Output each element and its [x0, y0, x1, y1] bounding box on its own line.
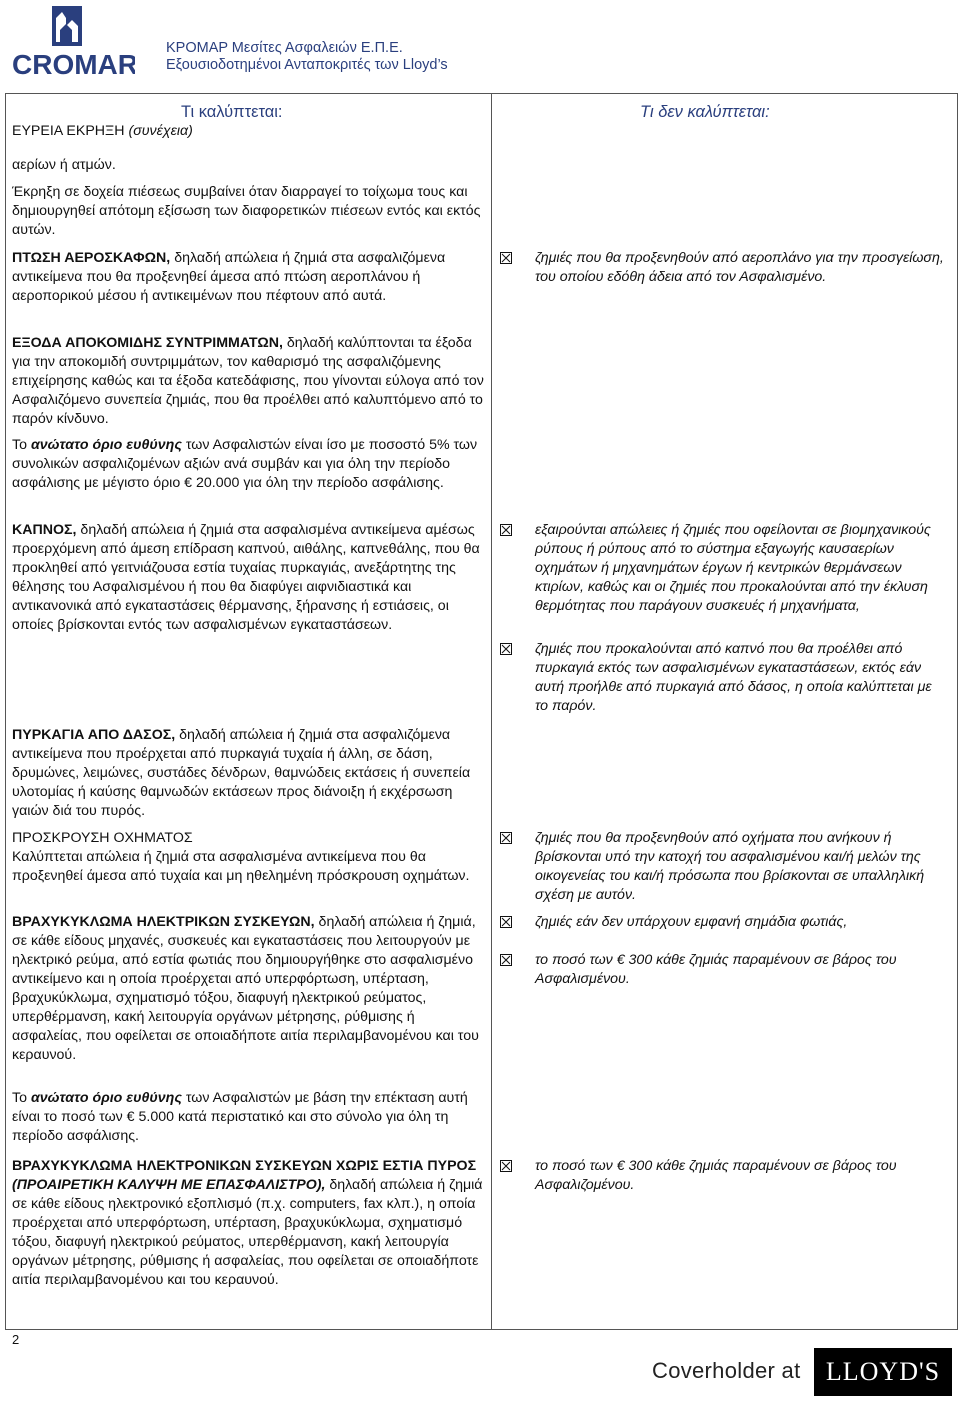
vrax2-body: δηλαδή απώλεια ή ζημιά σε κάθε είδους ηλεκτρονικό εξοπλισμό (π.χ. computers, fax κλπ.), η οποία προέρχεται από υπερφόρτωση, υπέρταση, βραχυκύκλωμα, σχηματισμό τόξου, διαφυγή ηλεκτρικού ρεύματος, υπερθέρμανση, κακή λειτουργία οργάνων μέτρησης, ρύθμισης ή ασφαλείας, που οφείλεται σε οποιαδήποτε αιτία περιλαμβανομένου και του κεραυνού. [12, 1177, 483, 1288]
ekriksi-paragraph: Έκρηξη σε δοχεία πιέσεως συμβαίνει όταν διαρραγεί το τοίχωμα τους και δημιουργηθεί απότομη εξίσωση των διαφορετικών πιέσεων εντός και εκτός αυτών. [12, 184, 481, 238]
lloyds-logo: LLOYD'S [814, 1348, 952, 1396]
lloyds-coverholder-badge [652, 1348, 952, 1396]
limit1-pre: Το [12, 437, 31, 453]
limit1-emphasis: ανώτατο όριο ευθύνης [30, 437, 182, 453]
vrax-paragraph [12, 913, 484, 1065]
oxima-body: Καλύπτεται απώλεια ή ζημιά στα ασφαλισμένα αντικείμενα που θα προξενηθεί άμεσα από τυχαία και μη ηθελημένη πρόσκρουση οχημάτων. [12, 849, 470, 884]
exoda-title: ΕΞΟΔΑ ΑΠΟΚΟΜΙΔΗΣ ΣΥΝΤΡΙΜΜΑΤΩΝ, [12, 335, 283, 351]
exoda-body: δηλαδή καλύπτονται τα έξοδα για την αποκομιδή συντριμμάτων, τον καθαρισμό της ασφαλιζόμενης επιχείρησης καθώς και τα έξοδα κατεδάφισης, που γίνονται εύλογα από τον Ασφαλιζόμενο συνεπεία ζημιάς, που θα προέλθει από καλυπτόμενο από το παρόν κίνδυνο. [12, 335, 484, 427]
covered-heading: Τι καλύπτεται: [181, 103, 283, 121]
header-line2: Εξουσιοδοτημένοι Ανταποκριτές των Lloyd’s [166, 57, 448, 73]
checkbox-icon [500, 524, 515, 539]
exoda-paragraph [12, 334, 484, 429]
ptosi-paragraph [12, 249, 484, 306]
checkbox-icon [500, 832, 515, 847]
checkbox-icon [500, 643, 515, 658]
page-number: 2 [12, 1332, 20, 1347]
header-line1: ΚΡΟΜΑΡ Μεσίτες Ασφαλειών Ε.Π.Ε. [166, 40, 403, 56]
coverholder-text: Coverholder at [652, 1358, 801, 1383]
limit2-emphasis: ανώτατο όριο ευθύνης [30, 1090, 182, 1106]
exclusion-5: ζημιές εάν δεν υπάρχουν εμφανή σημάδια φωτιάς, [535, 914, 848, 930]
ekriksi-cont: (συνέχεια) [128, 123, 193, 139]
kapnos-body: δηλαδή απώλεια ή ζημιά στα ασφαλισμένα αντικείμενα αμέσως προερχόμενη από άμεση επίδραση καπνού, αιθάλης, καπνεθάλης, που θα προκληθεί από γειτνιάζουσα εστία τυχαίας πυρκαγιάς, ανεξάρτητης της θέλησης του Ασφαλισμένου ή που θα διαφύγει αιφνιδιαστικά και αντικανονικά από εγκαταστάσεις θέρμανσης, ξήρανσης ή εστιάσεις, οι οποίες βρίσκονται εντός των ασφαλισμένων εγκαταστάσεων. [12, 522, 480, 633]
cromar-logo [10, 4, 135, 78]
vrax2-title: ΒΡΑΧΥΚΥΚΛΩΜΑ ΗΛΕΚΤΡΟΝΙΚΩΝ ΣΥΣΚΕΥΩΝ ΧΩΡΙΣ ΕΣΤΙΑ ΠΥΡΟΣ [12, 1158, 477, 1174]
ptosi-title: ΠΤΩΣΗ ΑΕΡΟΣΚΑΦΩΝ, [12, 250, 171, 266]
ekriksi-title: ΕΥΡΕΙΑ ΕΚΡΗΞΗ [12, 123, 125, 139]
exclusion-1: ζημιές που θα προξενηθούν από αεροπλάνο για την προσγείωση, του οποίου εδόθη άδεια από τον Ασφαλισμένο. [535, 250, 944, 285]
header-company [166, 40, 448, 74]
exclusion-3: ζημιές που προκαλούνται από καπνό που θα προέλθει από πυρκαγιά εκτός των ασφαλισμένων εγκαταστάσεων, εκτός εάν αυτή προήλθε από πυρκαγιά από δάσος, η οποία καλύπτεται με το παρόν. [535, 641, 932, 714]
vrax-body: δηλαδή απώλεια ή ζημιά, σε κάθε είδους μηχανές, συσκευές και εγκαταστάσεις που λειτουργούν με ηλεκτρικό ρεύμα, από εστία φωτιάς που δημιουργήθηκε στο ασφαλισμένο αντικείμενο και η οποία προέρχεται από υπερφόρτωση, υπέρταση, βραχυκύκλωμα, σχηματισμό τόξου, διαφυγή ηλεκτρικού ρεύματος, υπερθέρμανση, κακή λειτουργία οργάνων μέτρησης, ρύθμισης ή ασφαλείας, που οφείλεται σε οποιαδήποτε αιτία περιλαμβανομένου και του κεραυνού. [12, 914, 479, 1063]
exclusion-2: εξαιρούνται απώλειες ή ζημιές που οφείλονται σε βιομηχανικούς ρύπους ή ρύπους από το σύστημα εξαγωγής καυσαερίων οχημάτων ή μηχανημάτων έργων ή κεντρικών θερμάνσεων κτιρίων, καθώς και οι ζημιές που προκαλούνται από την έκλυση θερμότητας που παράγουν συσκευές ή μηχανήματα, [535, 522, 931, 614]
ekriksi-heading [12, 122, 484, 141]
kapnos-title: ΚΑΠΝΟΣ, [12, 522, 77, 538]
checkbox-icon [500, 252, 515, 267]
oxima-title: ΠΡΟΣΚΡΟΥΣΗ ΟΧΗΜΑΤΟΣ [12, 830, 193, 846]
svg-text:CROMAR: CROMAR [12, 49, 135, 78]
vrax2-paragraph [12, 1157, 484, 1290]
vrax-title: ΒΡΑΧΥΚΥΚΛΩΜΑ ΗΛΕΚΤΡΙΚΩΝ ΣΥΣΚΕΥΩΝ, [12, 914, 315, 930]
limit-paragraph-2 [12, 1089, 484, 1146]
exclusion-6: το ποσό των € 300 κάθε ζημιάς παραμένουν σε βάρος του Ασφαλισμένου. [535, 952, 897, 987]
exclusion-7: το ποσό των € 300 κάθε ζημιάς παραμένουν σε βάρος του Ασφαλιζομένου. [535, 1158, 897, 1193]
limit1-post: των Ασφαλιστών είναι ίσο με ποσοστό 5% των συνολικών ασφαλιζομένων αξιών ανά συμβάν και για όλη την περίοδο ασφάλισης με μέγιστο όριο € 20.000 για όλη την περίοδο ασφάλισης. [12, 437, 478, 491]
limit2-pre: Το [12, 1090, 31, 1106]
checkbox-icon [500, 916, 515, 931]
dasos-paragraph [12, 726, 484, 821]
not-covered-heading: Τι δεν καλύπτεται: [640, 103, 770, 121]
vrax2-optional: (ΠΡΟΑΙΡΕΤΙΚΗ ΚΑΛΥΨΗ ΜΕ ΕΠΑΣΦΑΛΙΣΤΡΟ), [12, 1177, 326, 1193]
dasos-body: δηλαδή απώλεια ή ζημιά στα ασφαλιζόμενα αντικείμενα που προέρχεται από πυρκαγιά τυχαία ή άλλη, σε δάση, δρυμώνες, λειμώνες, συστάδες δένδρων, θαμνώδεις εκτάσεις ή συνεπεία υλοτομίας ή καύσης θαμνωδών εκτάσεων προς διάνοιξη ή εκχέρσωση γαιών διά του πυρός. [12, 727, 471, 819]
limit2-post: των Ασφαλιστών με βάση την επέκταση αυτή είναι το ποσό των € 5.000 κατά περιστατικό και στο σύνολο για όλη τη περίοδο ασφάλισης. [12, 1090, 468, 1144]
dasos-title: ΠΥΡΚΑΓΙΑ ΑΠΟ ΔΑΣΟΣ, [12, 727, 176, 743]
checkbox-icon [500, 954, 515, 969]
ekriksi-tail: αερίων ή ατμών. [12, 157, 116, 173]
limit-paragraph-1 [12, 436, 484, 493]
ptosi-body: δηλαδή απώλεια ή ζημιά στα ασφαλιζόμενα αντικείμενα που θα προξενηθεί άμεσα από πτώση αεροπλάνου ή αεροπορικού μέσου ή αντικειμένων που πέφτουν από αυτά. [12, 250, 446, 304]
column-divider [491, 93, 492, 1329]
exclusion-4: ζημιές που θα προξενηθούν από οχήματα που ανήκουν ή βρίσκονται υπό την κατοχή του ασφαλισμένου και/ή μελών της οικογενείας του και/ή πρόσωπα που βρίσκονται σε υπαλληλική σχέση με αυτόν. [535, 830, 925, 903]
oxima-paragraph [12, 829, 484, 886]
checkbox-icon [500, 1160, 515, 1175]
kapnos-paragraph [12, 521, 484, 635]
